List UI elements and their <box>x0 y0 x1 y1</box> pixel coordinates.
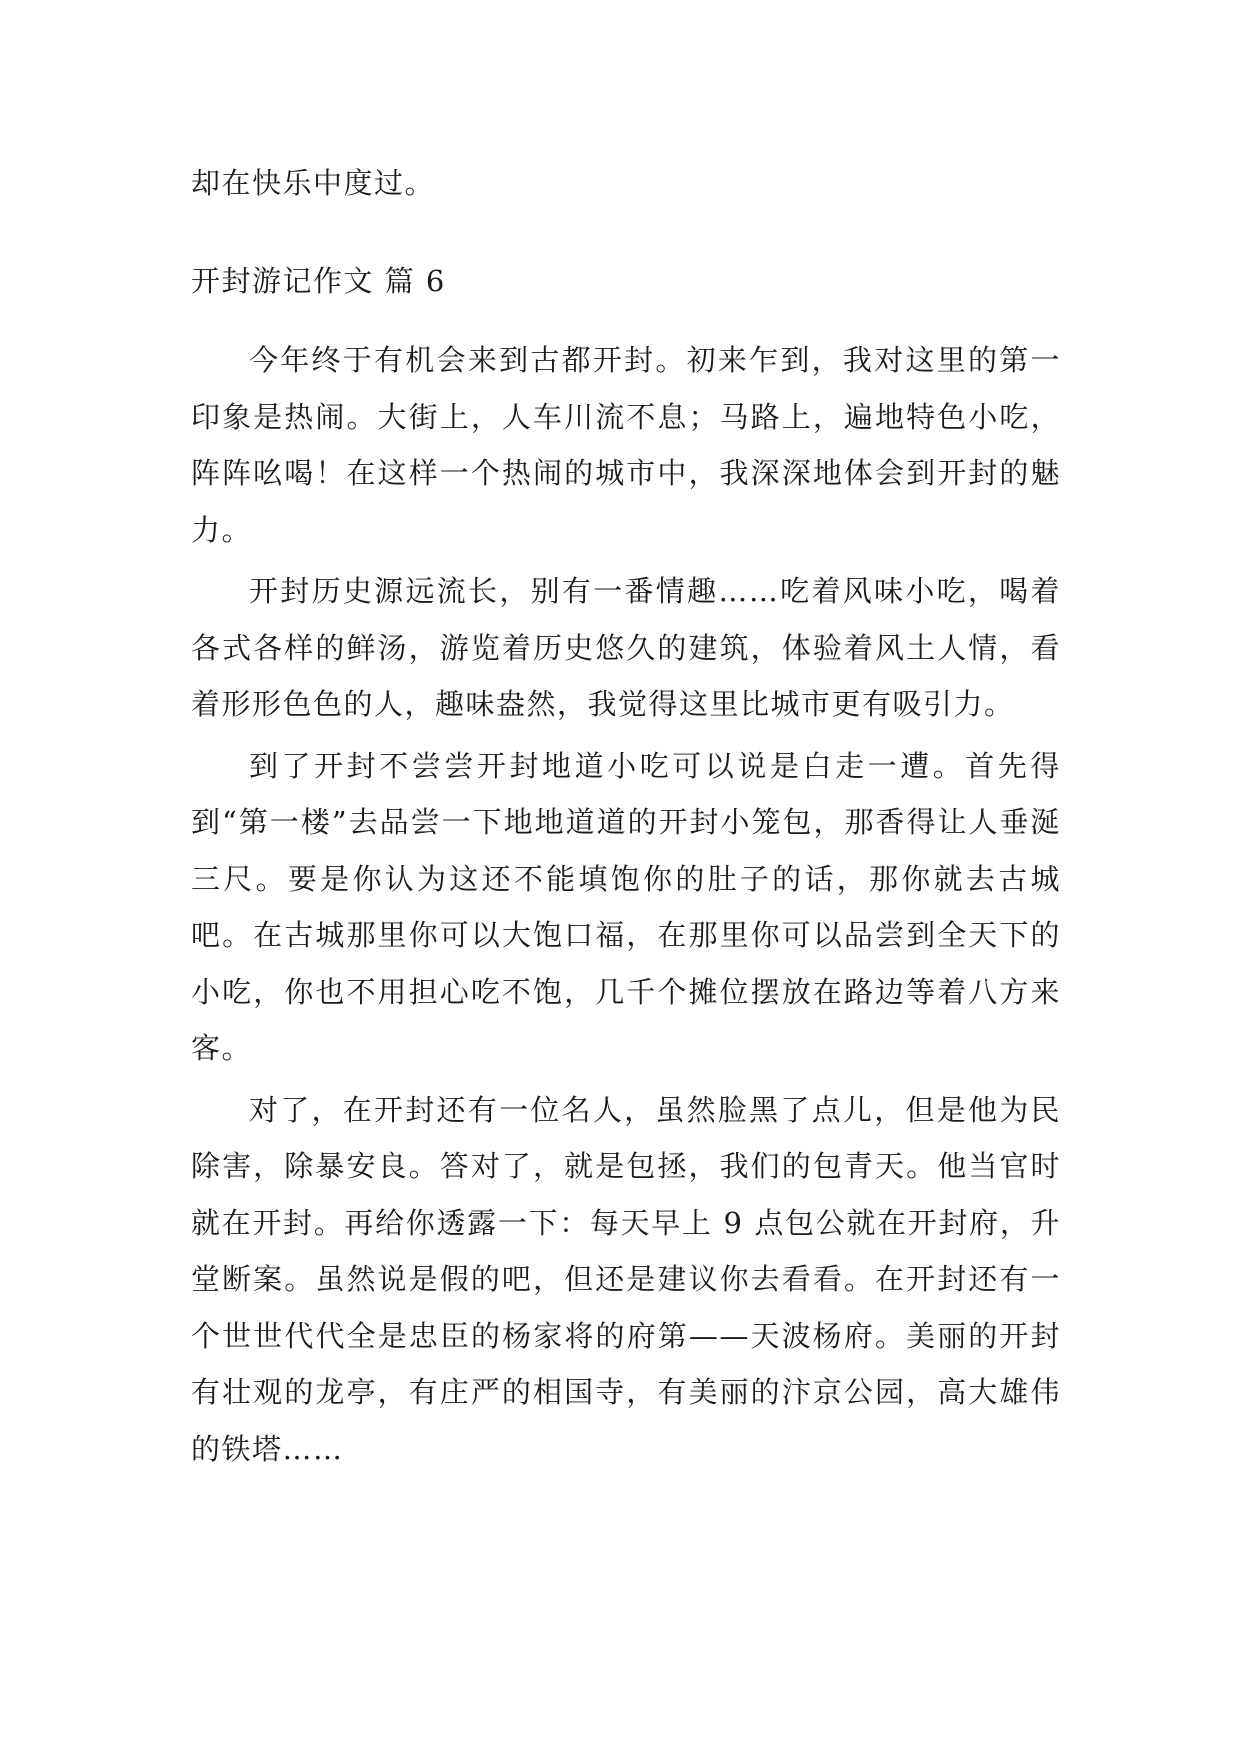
paragraph-3: 到了开封不尝尝开封地道小吃可以说是白走一遭。首先得到“第一楼”去品尝一下地地道道的开封小笼包，那香得让人垂涎三尺。要是你认为这还不能填饱你的肚子的话，那你就去古城吧。在古城那里你可以大饱口福，在那里你可以品尝到全天下的小吃，你也不用担心吃不饱，几千个摊位摆放在路边等着八方来客。 <box>191 748 1061 1065</box>
section-heading: 开封游记作文 篇 6 <box>191 264 446 298</box>
article-body <box>191 332 1061 1477</box>
paragraph-2: 开封历史源远流长，别有一番情趣……吃着风味小吃，喝着各式各样的鲜汤，游览着历史悠久的建筑，体验着风土人情，看着形形色色的人，趣味盎然，我觉得这里比城市更有吸引力。 <box>191 574 1061 721</box>
paragraph-1: 今年终于有机会来到古都开封。初来乍到，我对这里的第一印象是热闹。大街上，人车川流不息；马路上，遍地特色小吃，阵阵吆喝！在这样一个热闹的城市中，我深深地体会到开封的魅力。 <box>191 343 1061 547</box>
continuation-line: 却在快乐中度过。 <box>191 166 436 200</box>
paragraph-4: 对了，在开封还有一位名人，虽然脸黑了点儿，但是他为民除害，除暴安良。答对了，就是包拯，我们的包青天。他当官时就在开封。再给你透露一下：每天早上 9 点包公就在开封府，升堂断案。虽然说是假的吧，但还是建议你去看看。在开封还有一个世世代代全是忠臣的杨家将的府第——天波杨府。美丽的开封有壮观的龙亭，有庄严的相国寺，有美丽的汴京公园，高大雄伟的铁塔…… <box>191 1092 1061 1466</box>
